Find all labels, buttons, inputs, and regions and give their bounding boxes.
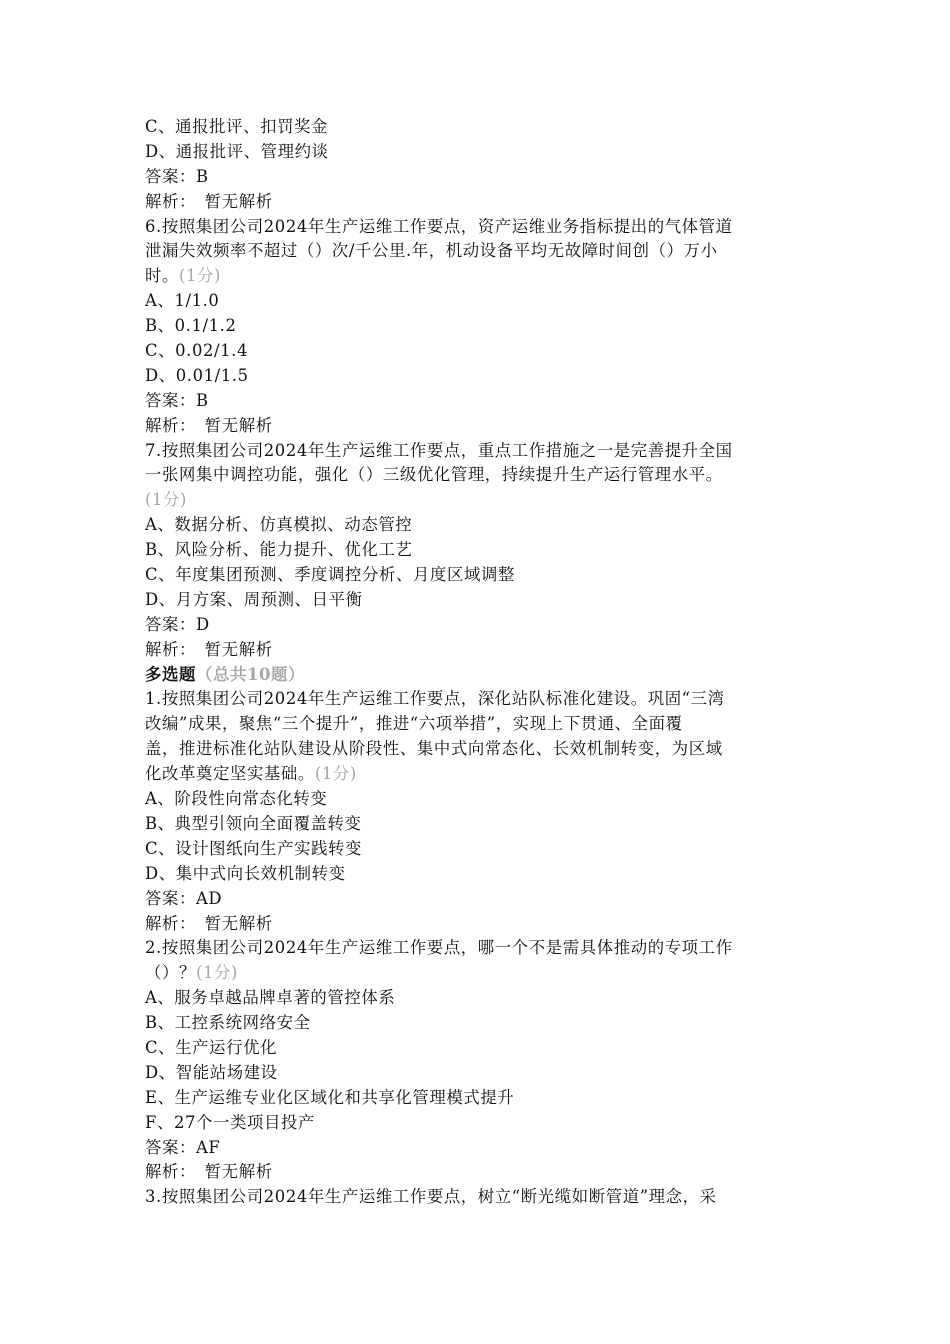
question-text-last [145, 961, 810, 986]
option-c: C、设计图纸向生产实践转变 [145, 838, 363, 858]
answer: 答案：B [145, 166, 209, 186]
analysis: 解析： 暂无解析 [145, 1162, 273, 1182]
option-c: C、生产运行优化 [145, 1037, 278, 1057]
section-title: 多选题 [145, 664, 196, 684]
answer: 答案：AF [145, 1137, 221, 1157]
question-text: 6.按照集团公司2024年生产运维工作要点，资产运维业务指标提出的气体管道 [145, 216, 733, 236]
question-text-last [145, 264, 810, 289]
option-a: A、数据分析、仿真模拟、动态管控 [145, 515, 413, 535]
question-text: 泄漏失效频率不超过（）次/千公里.年，机动设备平均无故障时间创（）万小 [145, 241, 718, 261]
option-d: D、集中式向长效机制转变 [145, 863, 346, 883]
question-text: 2.按照集团公司2024年生产运维工作要点，哪一个不是需具体推动的专项工作 [145, 938, 733, 958]
question-text: 改编”成果，聚焦“三个提升”，推进“六项举措”，实现上下贯通、全面覆 [145, 714, 683, 734]
section-count: （总共10题） [195, 664, 305, 684]
option-a: A、服务卓越品牌卓著的管控体系 [145, 988, 396, 1008]
question-score: (1分) [178, 266, 221, 286]
question-text: （）？ [145, 963, 196, 983]
question-text: 化改革奠定坚实基础。 [145, 764, 315, 784]
option-b: B、风险分析、能力提升、优化工艺 [145, 540, 413, 560]
option-b: B、典型引领向全面覆盖转变 [145, 813, 362, 833]
analysis: 解析： 暂无解析 [145, 913, 273, 933]
option-f: F、27个一类项目投产 [145, 1112, 315, 1132]
option-d: D、月方案、周预测、日平衡 [145, 589, 363, 609]
question-text: 3.按照集团公司2024年生产运维工作要点，树立“断光缆如断管道”理念，采 [145, 1187, 717, 1207]
answer: 答案：D [145, 614, 210, 634]
question-score: (1分) [314, 764, 357, 784]
question-text: 1.按照集团公司2024年生产运维工作要点，深化站队标准化建设。巩固“三湾 [145, 689, 725, 709]
question-text-last [145, 762, 810, 787]
option-b: B、0.1/1.2 [145, 316, 237, 336]
option-d: D、智能站场建设 [145, 1062, 278, 1082]
option-c: C、通报批评、扣罚奖金 [145, 117, 329, 136]
option-e: E、生产运维专业化区域化和共享化管理模式提升 [145, 1087, 515, 1107]
answer: 答案：AD [145, 888, 223, 908]
option-b: B、工控系统网络安全 [145, 1013, 311, 1033]
question-text: 7.按照集团公司2024年生产运维工作要点，重点工作措施之一是完善提升全国 [145, 440, 733, 460]
question-score: (1分) [145, 490, 188, 510]
option-c: C、0.02/1.4 [145, 341, 249, 361]
question-text: 一张网集中调控功能，强化（）三级优化管理，持续提升生产运行管理水平。 [145, 465, 723, 485]
option-a: A、阶段性向常态化转变 [145, 789, 328, 809]
analysis: 解析： 暂无解析 [145, 415, 273, 435]
question-score: (1分) [195, 963, 238, 983]
option-d: D、通报批评、管理约谈 [145, 141, 329, 161]
analysis: 解析： 暂无解析 [145, 639, 273, 659]
option-a: A、1/1.0 [145, 291, 220, 311]
answer: 答案：B [145, 390, 209, 410]
question-text: 盖，推进标准化站队建设从阶段性、集中式向常态化、长效机制转变，为区域 [145, 739, 723, 759]
question-text: 时。 [145, 266, 179, 286]
section-heading [145, 663, 810, 688]
option-d: D、0.01/1.5 [145, 365, 249, 385]
analysis: 解析： 暂无解析 [145, 191, 273, 211]
document-page [145, 115, 810, 1210]
option-c: C、年度集团预测、季度调控分析、月度区域调整 [145, 565, 515, 585]
